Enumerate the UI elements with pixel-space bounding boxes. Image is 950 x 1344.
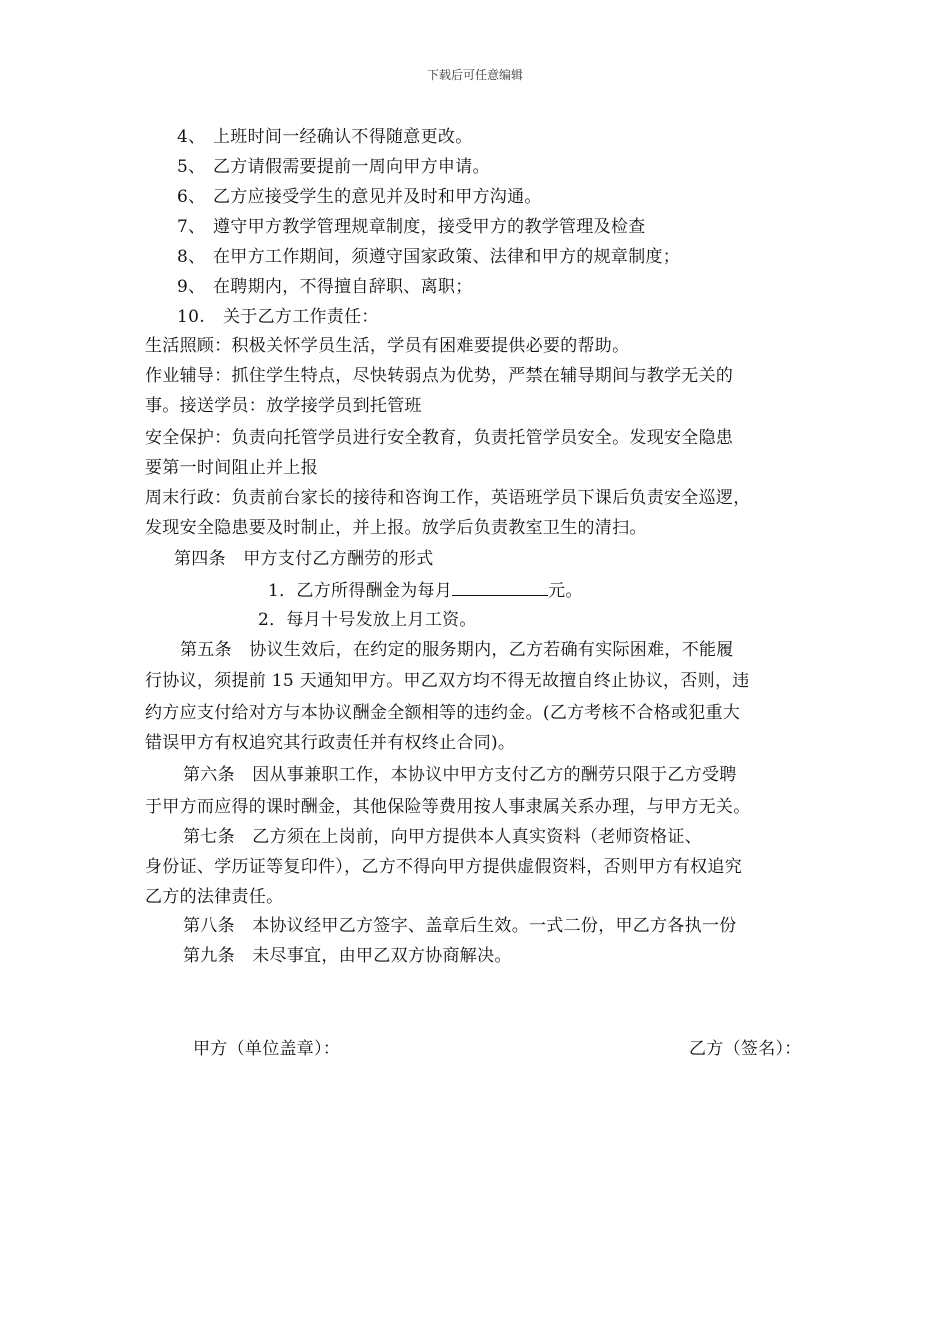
article-4-item-1 xyxy=(268,579,583,602)
salary-suffix: 元。 xyxy=(548,581,583,601)
article-7-line: 身份证、学历证等复印件），乙方不得向甲方提供虚假资料，否则甲方有权追究 xyxy=(145,857,742,877)
duty-item-10 xyxy=(177,306,379,328)
article-4-item-2: 2．每月十号发放上月工资。 xyxy=(258,610,477,630)
duty-number: 10. xyxy=(177,307,205,327)
responsibility-line: 安全保护：负责向托管学员进行安全教育，负责托管学员安全。发现安全隐患 xyxy=(145,428,734,448)
party-a-signature-label: 甲方（单位盖章）： xyxy=(193,1039,341,1059)
duty-item-6 xyxy=(177,186,542,208)
duty-item-4 xyxy=(177,126,473,148)
duty-item-5 xyxy=(177,156,490,178)
party-b-signature-label: 乙方（签名）： xyxy=(689,1039,802,1059)
article-5-line: 行协议，须提前 15 天通知甲方。甲乙双方均不得无故擅自终止协议，否则，违 xyxy=(145,671,750,691)
duty-text: 乙方应接受学生的意见并及时和甲方沟通。 xyxy=(213,187,542,207)
responsibility-line: 作业辅导：抓住学生特点，尽快转弱点为优势，严禁在辅导期间与教学无关的 xyxy=(145,366,734,386)
duty-number: 8、 xyxy=(177,247,206,267)
duty-number: 7、 xyxy=(177,217,206,237)
duty-number: 5、 xyxy=(177,157,206,177)
article-7-line: 乙方的法律责任。 xyxy=(145,887,284,907)
article-8: 第八条 本协议经甲乙方签字、盖章后生效。一式二份，甲乙方各执一份 xyxy=(183,916,737,936)
salary-blank-field xyxy=(452,579,548,596)
duty-item-8 xyxy=(177,246,680,268)
page-header: 下载后可任意编辑 xyxy=(426,68,523,82)
responsibility-line: 要第一时间阻止并上报 xyxy=(145,458,318,478)
article-9: 第九条 未尽事宜，由甲乙双方协商解决。 xyxy=(183,946,512,966)
duty-text: 遵守甲方教学管理规章制度，接受甲方的教学管理及检查 xyxy=(213,217,646,237)
responsibility-line: 周末行政：负责前台家长的接待和咨询工作，英语班学员下课后负责安全巡逻， xyxy=(145,488,751,508)
article-7-line: 第七条 乙方须在上岗前，向甲方提供本人真实资料（老师资格证、 xyxy=(183,827,702,847)
responsibility-line: 生活照顾：积极关怀学员生活，学员有困难要提供必要的帮助。 xyxy=(145,336,630,356)
duty-item-7 xyxy=(177,216,646,238)
duty-number: 6、 xyxy=(177,187,206,207)
article-5-line: 第五条 协议生效后，在约定的服务期内，乙方若确有实际困难，不能履 xyxy=(180,640,734,660)
duty-text: 在甲方工作期间，须遵守国家政策、法律和甲方的规章制度； xyxy=(213,247,681,267)
article-5-line: 约方应支付给对方与本协议酬金全额相等的违约金。(乙方考核不合格或犯重大 xyxy=(145,703,741,723)
article-6-line: 于甲方而应得的课时酬金，其他保险等费用按人事隶属关系办理，与甲方无关。 xyxy=(145,797,751,817)
duty-item-9 xyxy=(177,276,473,298)
duty-text: 关于乙方工作责任： xyxy=(223,307,379,327)
article-6-line: 第六条 因从事兼职工作，本协议中甲方支付乙方的酬劳只限于乙方受聘 xyxy=(183,765,737,785)
article-4-title: 第四条 甲方支付乙方酬劳的形式 xyxy=(174,549,434,569)
responsibility-line: 事。接送学员：放学接学员到托管班 xyxy=(145,396,422,416)
duty-text: 乙方请假需要提前一周向甲方申请。 xyxy=(213,157,490,177)
salary-prefix: 1．乙方所得酬金为每月 xyxy=(268,581,453,601)
duty-text: 上班时间一经确认不得随意更改。 xyxy=(213,127,473,147)
duty-number: 4、 xyxy=(177,127,206,147)
article-5-line: 错误甲方有权追究其行政责任并有权终止合同)。 xyxy=(145,733,516,753)
responsibility-line: 发现安全隐患要及时制止，并上报。放学后负责教室卫生的清扫。 xyxy=(145,518,647,538)
duty-number: 9、 xyxy=(177,277,206,297)
duty-text: 在聘期内，不得擅自辞职、离职； xyxy=(213,277,473,297)
